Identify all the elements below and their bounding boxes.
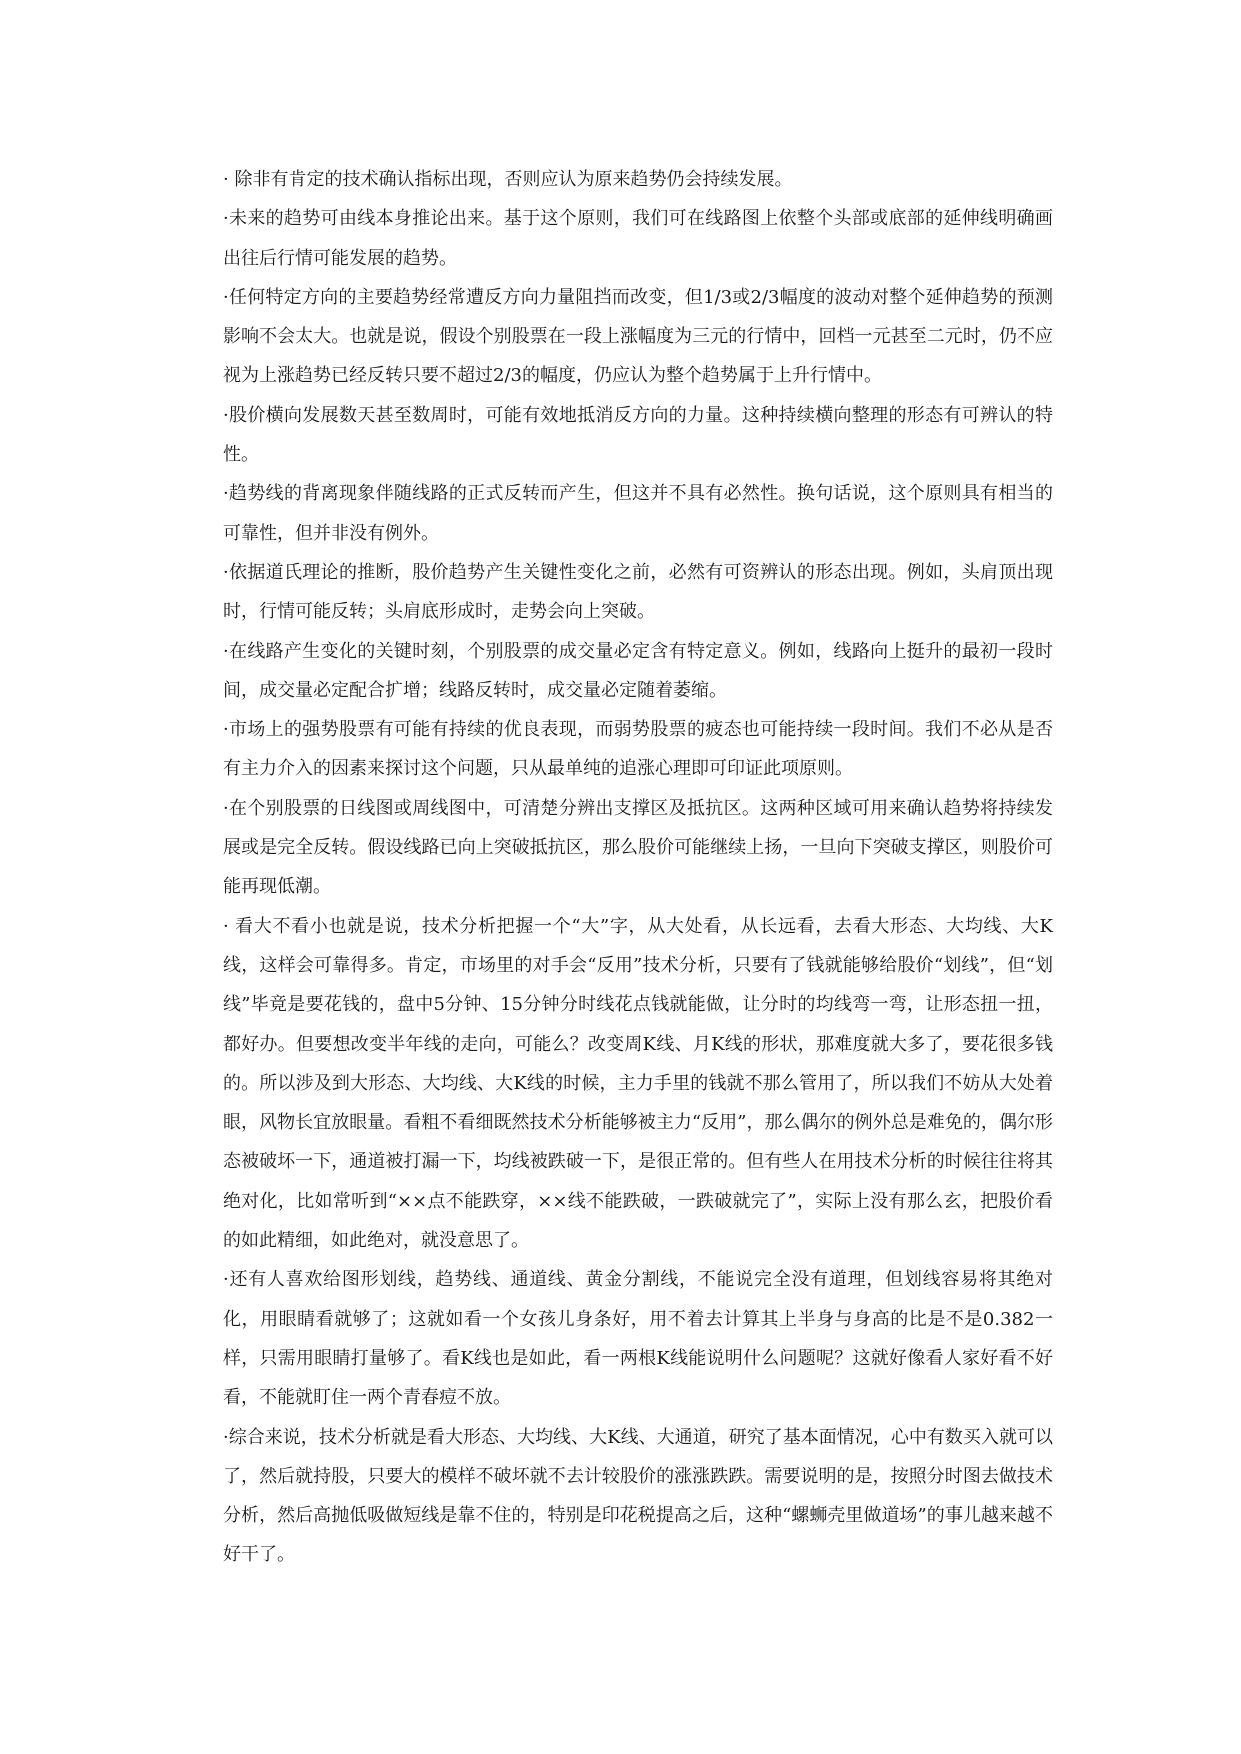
paragraph-support-resistance: ·在个别股票的日线图或周线图中，可清楚分辨出支撑区及抵抗区。这两种区域可用来确认趋势将持续发展或是完全反转。假设线路已向上突破抵抗区，那么股价可能继续上扬，一旦向下突破支撑区，则股价可能再现低潮。 bbox=[223, 797, 1053, 898]
paragraph-trend-projection: ·未来的趋势可由线本身推论出来。基于这个原则，我们可在线路图上依整个头部或底部的延伸线明确画出往后行情可能发展的趋势。 bbox=[223, 208, 1053, 269]
paragraph-summary: ·综合来说，技术分析就是看大形态、大均线、大K线、大通道，研究了基本面情况，心中有数买入就可以了，然后就持股，只要大的模样不破坏就不去计较股价的涨涨跌跌。需要说明的是，按照分时图去做技术分析，然后高抛低吸做短线是靠不住的，特别是印花税提高之后，这种“螺蛳壳里做道场”的事儿越来越不好干了。 bbox=[223, 1426, 1053, 1566]
paragraph-volume: ·在线路产生变化的关键时刻，个别股票的成交量必定含有特定意义。例如，线路向上挺升的最初一段时间，成交量必定配合扩增；线路反转时，成交量必定随着萎缩。 bbox=[223, 640, 1053, 701]
paragraph-drawing-lines: ·还有人喜欢给图形划线，趋势线、通道线、黄金分割线，不能说完全没有道理，但划线容易将其绝对化，用眼睛看就够了；这就如看一个女孩儿身条好，用不着去计算其上半身与身高的比是不是0.382一样，只需用眼睛打量够了。看K线也是如此，看一两根K线能说明什么问题呢？这就好像看人家好看不好看，不能就盯住一两个青春痘不放。 bbox=[223, 1269, 1053, 1409]
paragraph-trend-continuation: · 除非有肯定的技术确认指标出现，否则应认为原来趋势仍会持续发展。 bbox=[223, 169, 793, 190]
paragraph-trendline-divergence: ·趋势线的背离现象伴随线路的正式反转而产生，但这并不具有必然性。换句话说，这个原则具有相当的可靠性，但并非没有例外。 bbox=[223, 483, 1053, 544]
paragraph-big-picture: · 看大不看小也就是说，技术分析把握一个“大”字，从大处看，从长远看，去看大形态、大均线、大K线，这样会可靠得多。肯定，市场里的对手会“反用”技术分析，只要有了钱就能够给股价“划线”，但“划线”毕竟是要花钱的，盘中5分钟、15分钟分时线花点钱就能做，让分时的均线弯一弯，让形态扭一扭，都好办。但要想改变半年线的走向，可能么？改变周K线、月K线的形状，那难度就大多了，要花很多钱的。所以涉及到大形态、大均线、大K线的时候，主力手里的钱就不那么管用了，所以我们不妨从大处着眼，风物长宜放眼量。看粗不看细既然技术分析能够被主力“反用”，那么偶尔的例外总是难免的，偶尔形态被破坏一下，通道被打漏一下，均线被跌破一下，是很正常的。但有些人在用技术分析的时候往往将其绝对化，比如常听到“××点不能跌穿，××线不能跌破，一跌破就完了”，实际上没有那么玄，把股价看的如此精细，如此绝对，就没意思了。 bbox=[223, 915, 1053, 1252]
paragraph-strong-weak-stocks: ·市场上的强势股票有可能有持续的优良表现，而弱势股票的疲态也可能持续一段时间。我们不必从是否有主力介入的因素来探讨这个问题，只从最单纯的追涨心理即可印证此项原则。 bbox=[223, 719, 1053, 780]
paragraph-sideways-consolidation: ·股价横向发展数天甚至数周时，可能有效地抵消反方向的力量。这种持续横向整理的形态有可辨认的特性。 bbox=[223, 404, 1053, 466]
document-body bbox=[223, 160, 1053, 1575]
paragraph-dow-theory-patterns: ·依据道氏理论的推断，股价趋势产生关键性变化之前，必然有可资辨认的形态出现。例如，头肩顶出现时，行情可能反转；头肩底形成时，走势会向上突破。 bbox=[223, 561, 1053, 623]
paragraph-retracement: ·任何特定方向的主要趋势经常遭反方向力量阻挡而改变，但1/3或2/3幅度的波动对整个延伸趋势的预测影响不会太大。也就是说，假设个别股票在一段上涨幅度为三元的行情中，回档一元甚至二元时，仍不应视为上涨趋势已经反转只要不超过2/3的幅度，仍应认为整个趋势属于上升行情中。 bbox=[223, 286, 1053, 387]
